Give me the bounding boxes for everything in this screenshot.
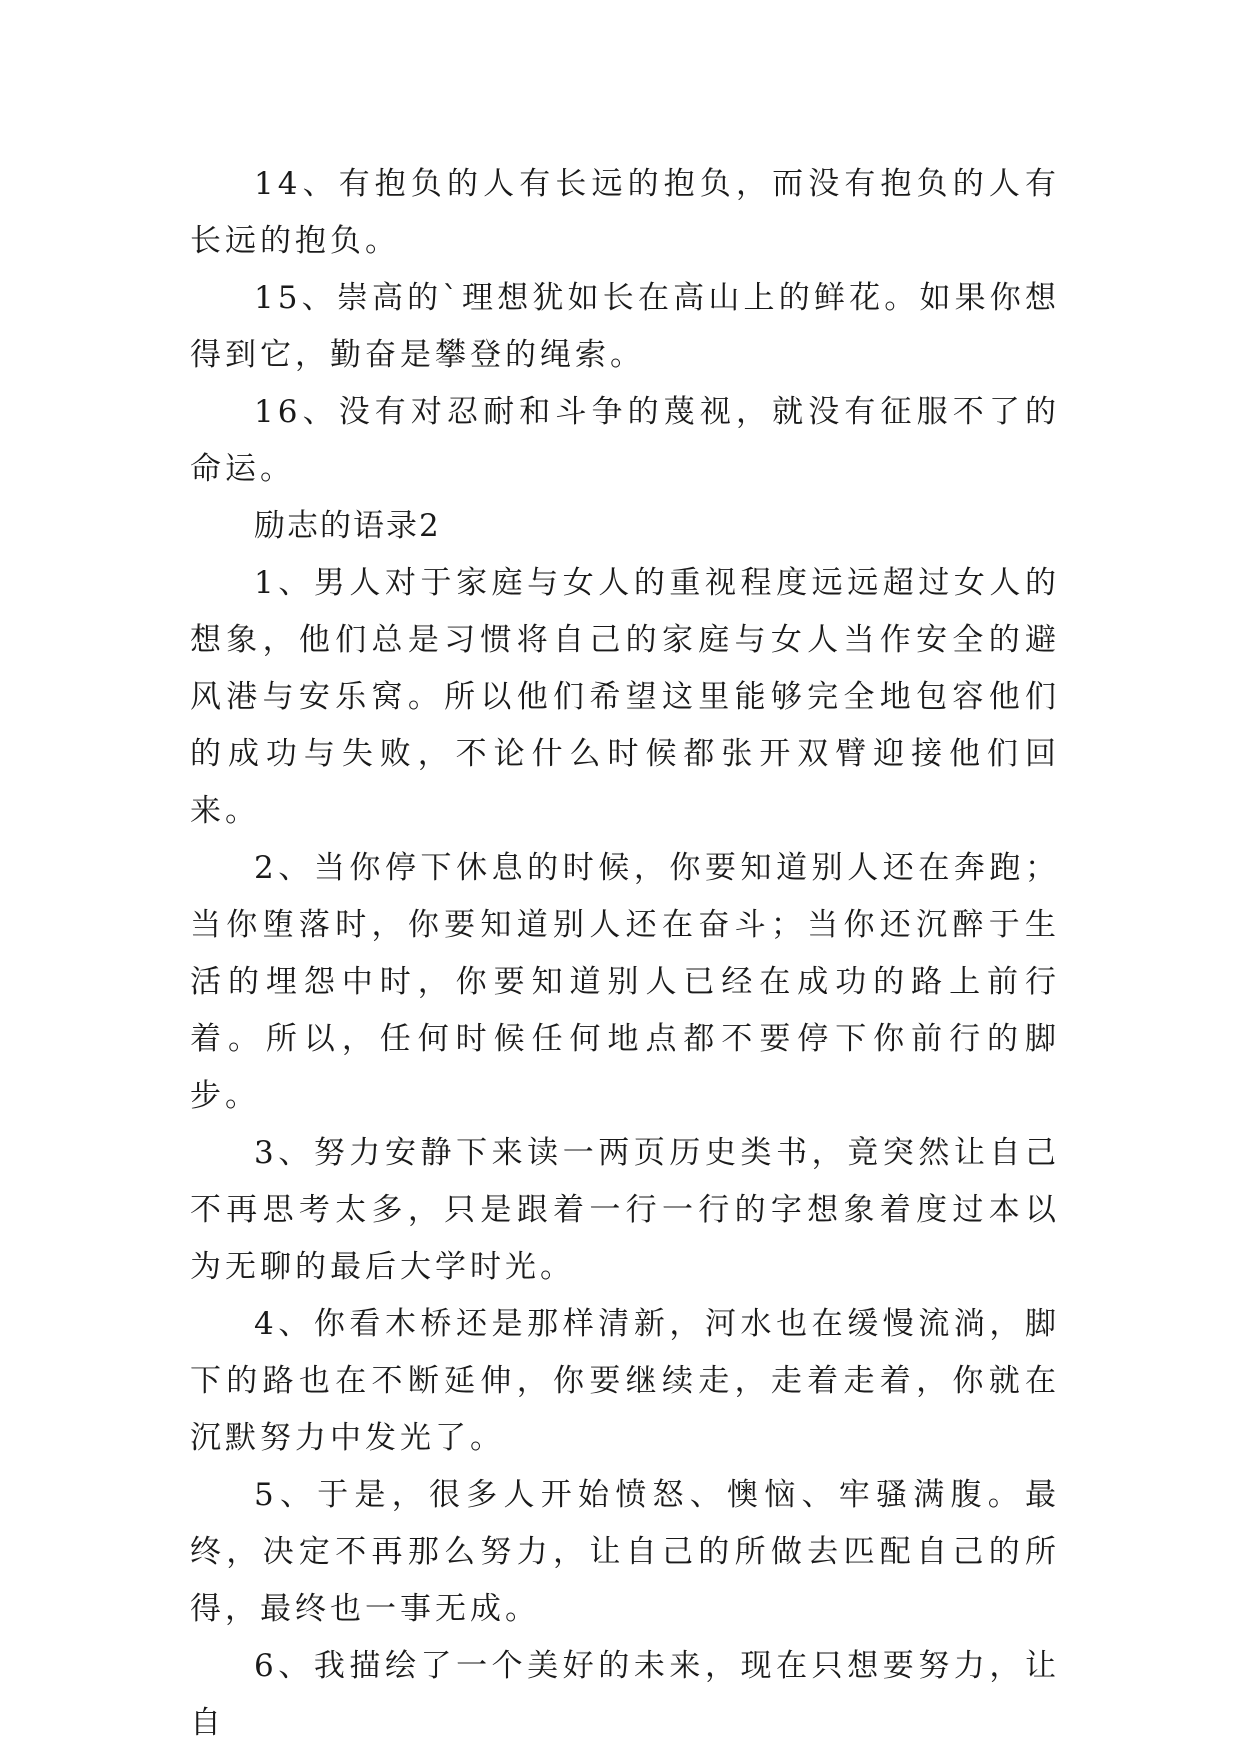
section-paragraph-6: 6、我描绘了一个美好的未来，现在只想要努力，让自	[190, 1648, 1060, 1741]
section-paragraph-5: 5、于是，很多人开始愤怒、懊恼、牢骚满腹。最终，决定不再那么努力，让自己的所做去匹配自己的所得，最终也一事无成。	[190, 1477, 1060, 1627]
quote-paragraph-14: 14、有抱负的人有长远的抱负，而没有抱负的人有长远的抱负。	[190, 166, 1060, 259]
quote-paragraph-15: 15、崇高的`理想犹如长在高山上的鲜花。如果你想得到它，勤奋是攀登的绳索。	[190, 280, 1060, 373]
section-paragraph-4: 4、你看木桥还是那样清新，河水也在缓慢流淌，脚下的路也在不断延伸，你要继续走，走着走着，你就在沉默努力中发光了。	[190, 1306, 1060, 1456]
section-paragraph-2: 2、当你停下休息的时候，你要知道别人还在奔跑；当你堕落时，你要知道别人还在奋斗；当你还沉醉于生活的埋怨中时，你要知道别人已经在成功的路上前行着。所以，任何时候任何地点都不要停下你前行的脚步。	[190, 850, 1060, 1114]
section-paragraph-1: 1、男人对于家庭与女人的重视程度远远超过女人的想象，他们总是习惯将自己的家庭与女人当作安全的避风港与安乐窝。所以他们希望这里能够完全地包容他们的成功与失败，不论什么时候都张开双臂迎接他们回来。	[190, 565, 1060, 829]
quote-paragraph-16: 16、没有对忍耐和斗争的蔑视，就没有征服不了的命运。	[190, 394, 1060, 487]
document-body	[190, 156, 1060, 1752]
section-heading: 励志的语录2	[254, 508, 441, 544]
section-paragraph-3: 3、努力安静下来读一两页历史类书，竟突然让自己不再思考太多，只是跟着一行一行的字想象着度过本以为无聊的最后大学时光。	[190, 1135, 1060, 1285]
